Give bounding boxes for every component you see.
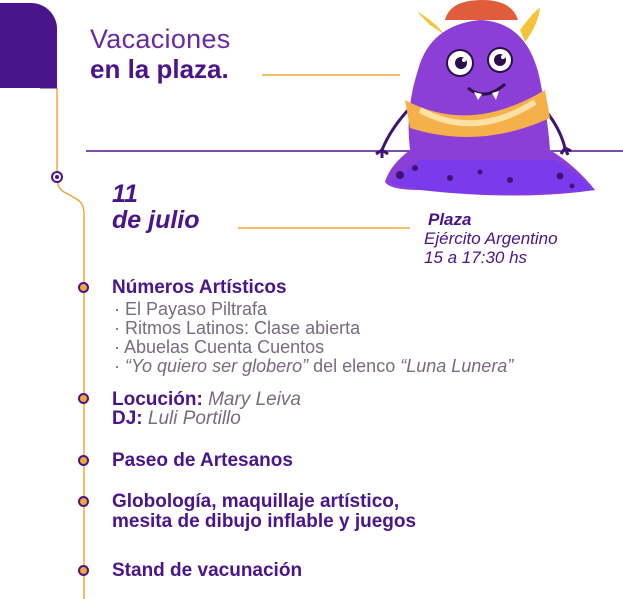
locucion-label: Locución: xyxy=(112,389,203,410)
section-title-globologia-1: Globología, maquillaje artístico, xyxy=(112,491,400,512)
monster-mascot-illustration xyxy=(360,0,623,200)
event-date-day: 11 xyxy=(112,180,138,208)
timeline-dot xyxy=(78,496,89,507)
event-time: 15 a 17:30 hs xyxy=(424,248,528,267)
section-title-paseo: Paseo de Artesanos xyxy=(112,450,293,471)
section-title-globologia-2: mesita de dibujo inflable y juegos xyxy=(112,511,417,532)
timeline-dot xyxy=(78,455,89,466)
numeros-item: · Abuelas Cuenta Cuentos xyxy=(114,337,325,357)
timeline-dot xyxy=(78,393,89,404)
bullet: · xyxy=(114,356,120,376)
timeline-line xyxy=(57,88,84,599)
title-line-2: en la plaza. xyxy=(90,54,229,84)
company-name: “Luna Lunera” xyxy=(400,356,514,376)
section-title-numeros: Números Artísticos xyxy=(112,277,287,298)
dj-line xyxy=(112,409,241,429)
corner-tab xyxy=(0,3,57,88)
timeline-dot xyxy=(78,565,89,576)
event-date-month: de julio xyxy=(112,206,200,234)
locucion-name: Mary Leiva xyxy=(208,389,301,410)
show-title: “Yo quiero ser globero” xyxy=(125,356,309,376)
dj-name: Luli Portillo xyxy=(147,408,241,429)
section-title-stand: Stand de vacunación xyxy=(112,560,303,581)
show-connector: del elenco xyxy=(313,356,396,376)
dj-label: DJ: xyxy=(112,408,143,429)
numeros-item: · Ritmos Latinos: Clase abierta xyxy=(114,318,361,338)
timeline-dot xyxy=(78,282,89,293)
numeros-item-show xyxy=(114,357,513,376)
event-place-name: Plaza xyxy=(428,210,472,229)
locucion-line xyxy=(112,390,301,410)
numeros-item: · El Payaso Piltrafa xyxy=(114,299,268,319)
event-place-detail: Ejército Argentino xyxy=(424,229,558,248)
title-line-1: Vacaciones xyxy=(90,24,231,54)
